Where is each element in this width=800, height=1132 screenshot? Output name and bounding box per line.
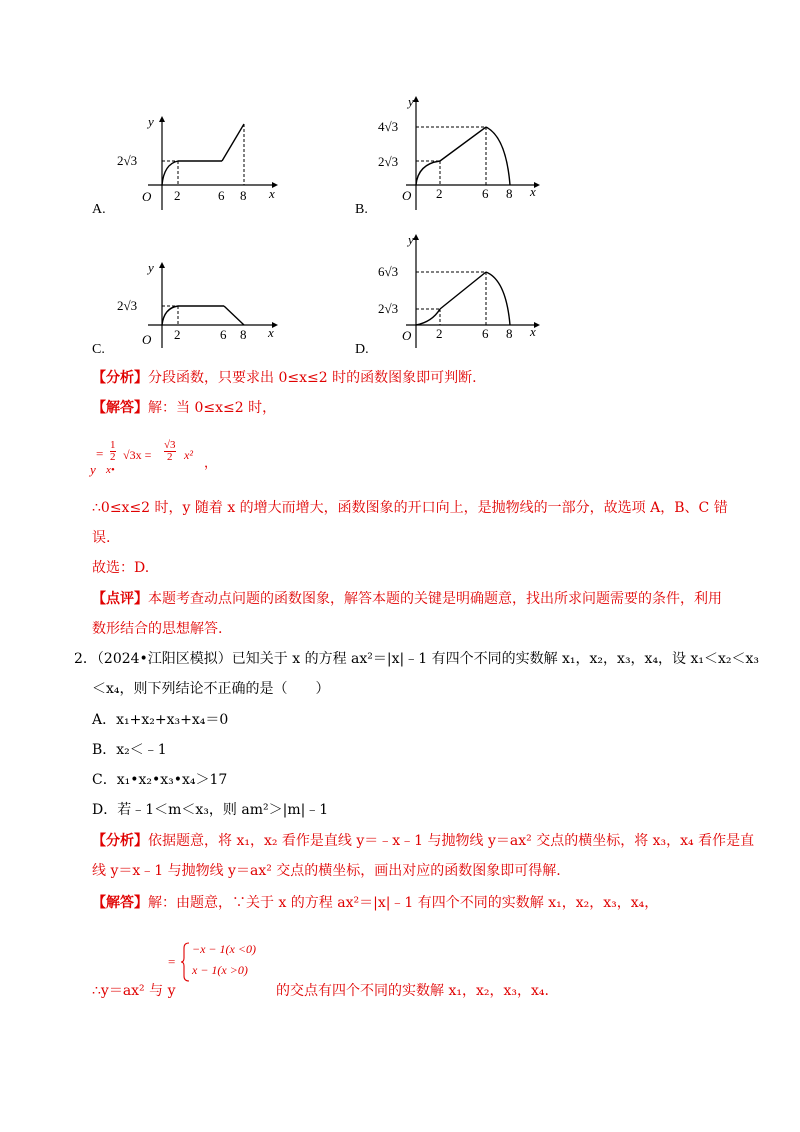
answer-text: 解：由题意，∵关于 x 的方程 ax²＝|x|﹣1 有四个不同的实数解 x₁，x₂，x₃，x₄， (148, 895, 659, 911)
y-axis-label: y (148, 260, 154, 275)
x-axis-label: x (269, 186, 275, 201)
x-tick-label: 6 (482, 186, 489, 201)
graph-option-d (370, 230, 550, 350)
option-letter-a: A. (92, 202, 106, 217)
origin-label: O (402, 188, 412, 203)
analysis-text: 依据题意，将 x₁，x₂ 看作是直线 y＝﹣x﹣1 与抛物线 y＝ax² 交点的横坐标，将 x₃，x₄ 看作是直 (148, 833, 755, 849)
piecewise-eq: = (168, 954, 176, 969)
q1-answer (92, 398, 276, 418)
y-axis-label: y (408, 94, 414, 109)
piecewise-case-1: −x − 1(x <0) (192, 942, 256, 956)
q1-choice: 故选：D. (92, 560, 150, 576)
formula-mid: √3x = (123, 448, 152, 462)
formula-tail: x² (184, 448, 193, 462)
answer-tag: 【解答】 (92, 895, 148, 911)
origin-label: O (402, 328, 412, 343)
x-tick-label: 6 (220, 327, 227, 342)
x-tick-label: 6 (218, 188, 225, 203)
q2-option-c: C．x₁•x₂•x₃•x₄＞17 (92, 772, 228, 788)
formula-eq: = (96, 446, 104, 461)
x-tick-label: 2 (174, 188, 181, 203)
x-axis-label: x (268, 325, 274, 340)
formula-comma: ， (204, 455, 218, 470)
origin-label: O (142, 332, 152, 347)
x-tick-label: 6 (482, 326, 489, 341)
q1-therefore-cont: 误. (92, 530, 111, 546)
q2-option-a: A．x₁+x₂+x₃+x₄＝0 (92, 712, 229, 728)
q2-analysis-cont: 线 y＝x﹣1 与抛物线 y＝ax² 交点的横坐标，画出对应的函数图象即可得解. (92, 863, 561, 879)
option-letter-c: C. (92, 342, 105, 357)
q2-stem: 2．（2024•江阳区模拟）已知关于 x 的方程 ax²＝|x|﹣1 有四个不同的实数解 x₁，x₂，x₃，x₄，设 x₁＜x₂＜x₃ (74, 651, 760, 667)
x-axis-label: x (530, 324, 536, 339)
option-letter-d: D. (355, 342, 369, 357)
q1-comment (92, 589, 722, 609)
x-tick-label: 8 (240, 188, 247, 203)
graph-option-c (112, 258, 284, 350)
q2-answer (92, 893, 658, 913)
x-tick-label: 2 (436, 186, 443, 201)
formula-root-frac: $\frac{√3}{2}$ (164, 439, 176, 463)
q2-piecewise (168, 940, 272, 984)
y-tick-label: 2√3 (117, 298, 138, 313)
comment-text: 本题考查动点问题的函数图象，解答本题的关键是明确题意，找出所求问题需要的条件，利用 (148, 591, 722, 607)
formula-y: y (90, 462, 96, 477)
q2-option-d: D．若﹣1＜m＜x₃，则 am²＞|m|﹣1 (92, 802, 329, 818)
q1-formula (90, 438, 230, 478)
graph-option-b (370, 92, 550, 214)
x-tick-label: 8 (506, 326, 513, 341)
y-tick-label: 2√3 (378, 154, 399, 169)
y-tick-label: 2√3 (378, 301, 399, 316)
comment-tag: 【点评】 (92, 591, 148, 607)
y-tick-label: 6√3 (378, 264, 399, 279)
x-axis-label: x (530, 184, 536, 199)
formula-half: $\frac{1}{2}$ (110, 439, 116, 463)
graph-d-svg (370, 230, 550, 350)
q2-option-b: B．x₂＜﹣1 (92, 742, 167, 758)
q2-answer-line2-right: 的交点有四个不同的实数解 x₁，x₂，x₃，x₄. (276, 983, 549, 999)
piecewise-case-2: x − 1(x >0) (192, 963, 248, 977)
q2-answer-line2-left: ∴y＝ax² 与 y (92, 983, 176, 999)
piecewise-brace (180, 942, 190, 982)
option-letter-b: B. (355, 202, 368, 217)
graph-b-svg (370, 92, 550, 214)
x-tick-label: 2 (174, 327, 181, 342)
analysis-tag: 【分析】 (92, 833, 148, 849)
analysis-text: 分段函数，只要求出 0≤x≤2 时的函数图象即可判断. (148, 370, 477, 386)
graph-c-svg (112, 258, 284, 350)
y-tick-label: 4√3 (378, 119, 399, 134)
y-tick-label: 2√3 (117, 153, 138, 168)
q1-analysis (92, 368, 477, 388)
q2-analysis (92, 831, 754, 851)
y-axis-label: y (148, 114, 154, 129)
x-tick-label: 8 (240, 327, 247, 342)
answer-tag: 【解答】 (92, 400, 148, 416)
x-tick-label: 8 (506, 186, 513, 201)
q2-stem-cont: ＜x₄，则下列结论不正确的是（ ） (92, 681, 330, 697)
origin-label: O (142, 189, 152, 204)
answer-text: 解：当 0≤x≤2 时， (148, 400, 277, 416)
graph-a-svg (112, 112, 284, 212)
analysis-tag: 【分析】 (92, 370, 148, 386)
x-tick-label: 2 (436, 326, 443, 341)
q1-therefore: ∴0≤x≤2 时，y 随着 x 的增大而增大，函数图象的开口向上，是抛物线的一部分，故选项 A，B、C 错 (92, 500, 728, 516)
graph-option-a (112, 112, 284, 212)
q1-comment-cont: 数形结合的思想解答. (92, 621, 223, 637)
formula-x-dot: x• (106, 464, 115, 476)
y-axis-label: y (408, 232, 414, 247)
